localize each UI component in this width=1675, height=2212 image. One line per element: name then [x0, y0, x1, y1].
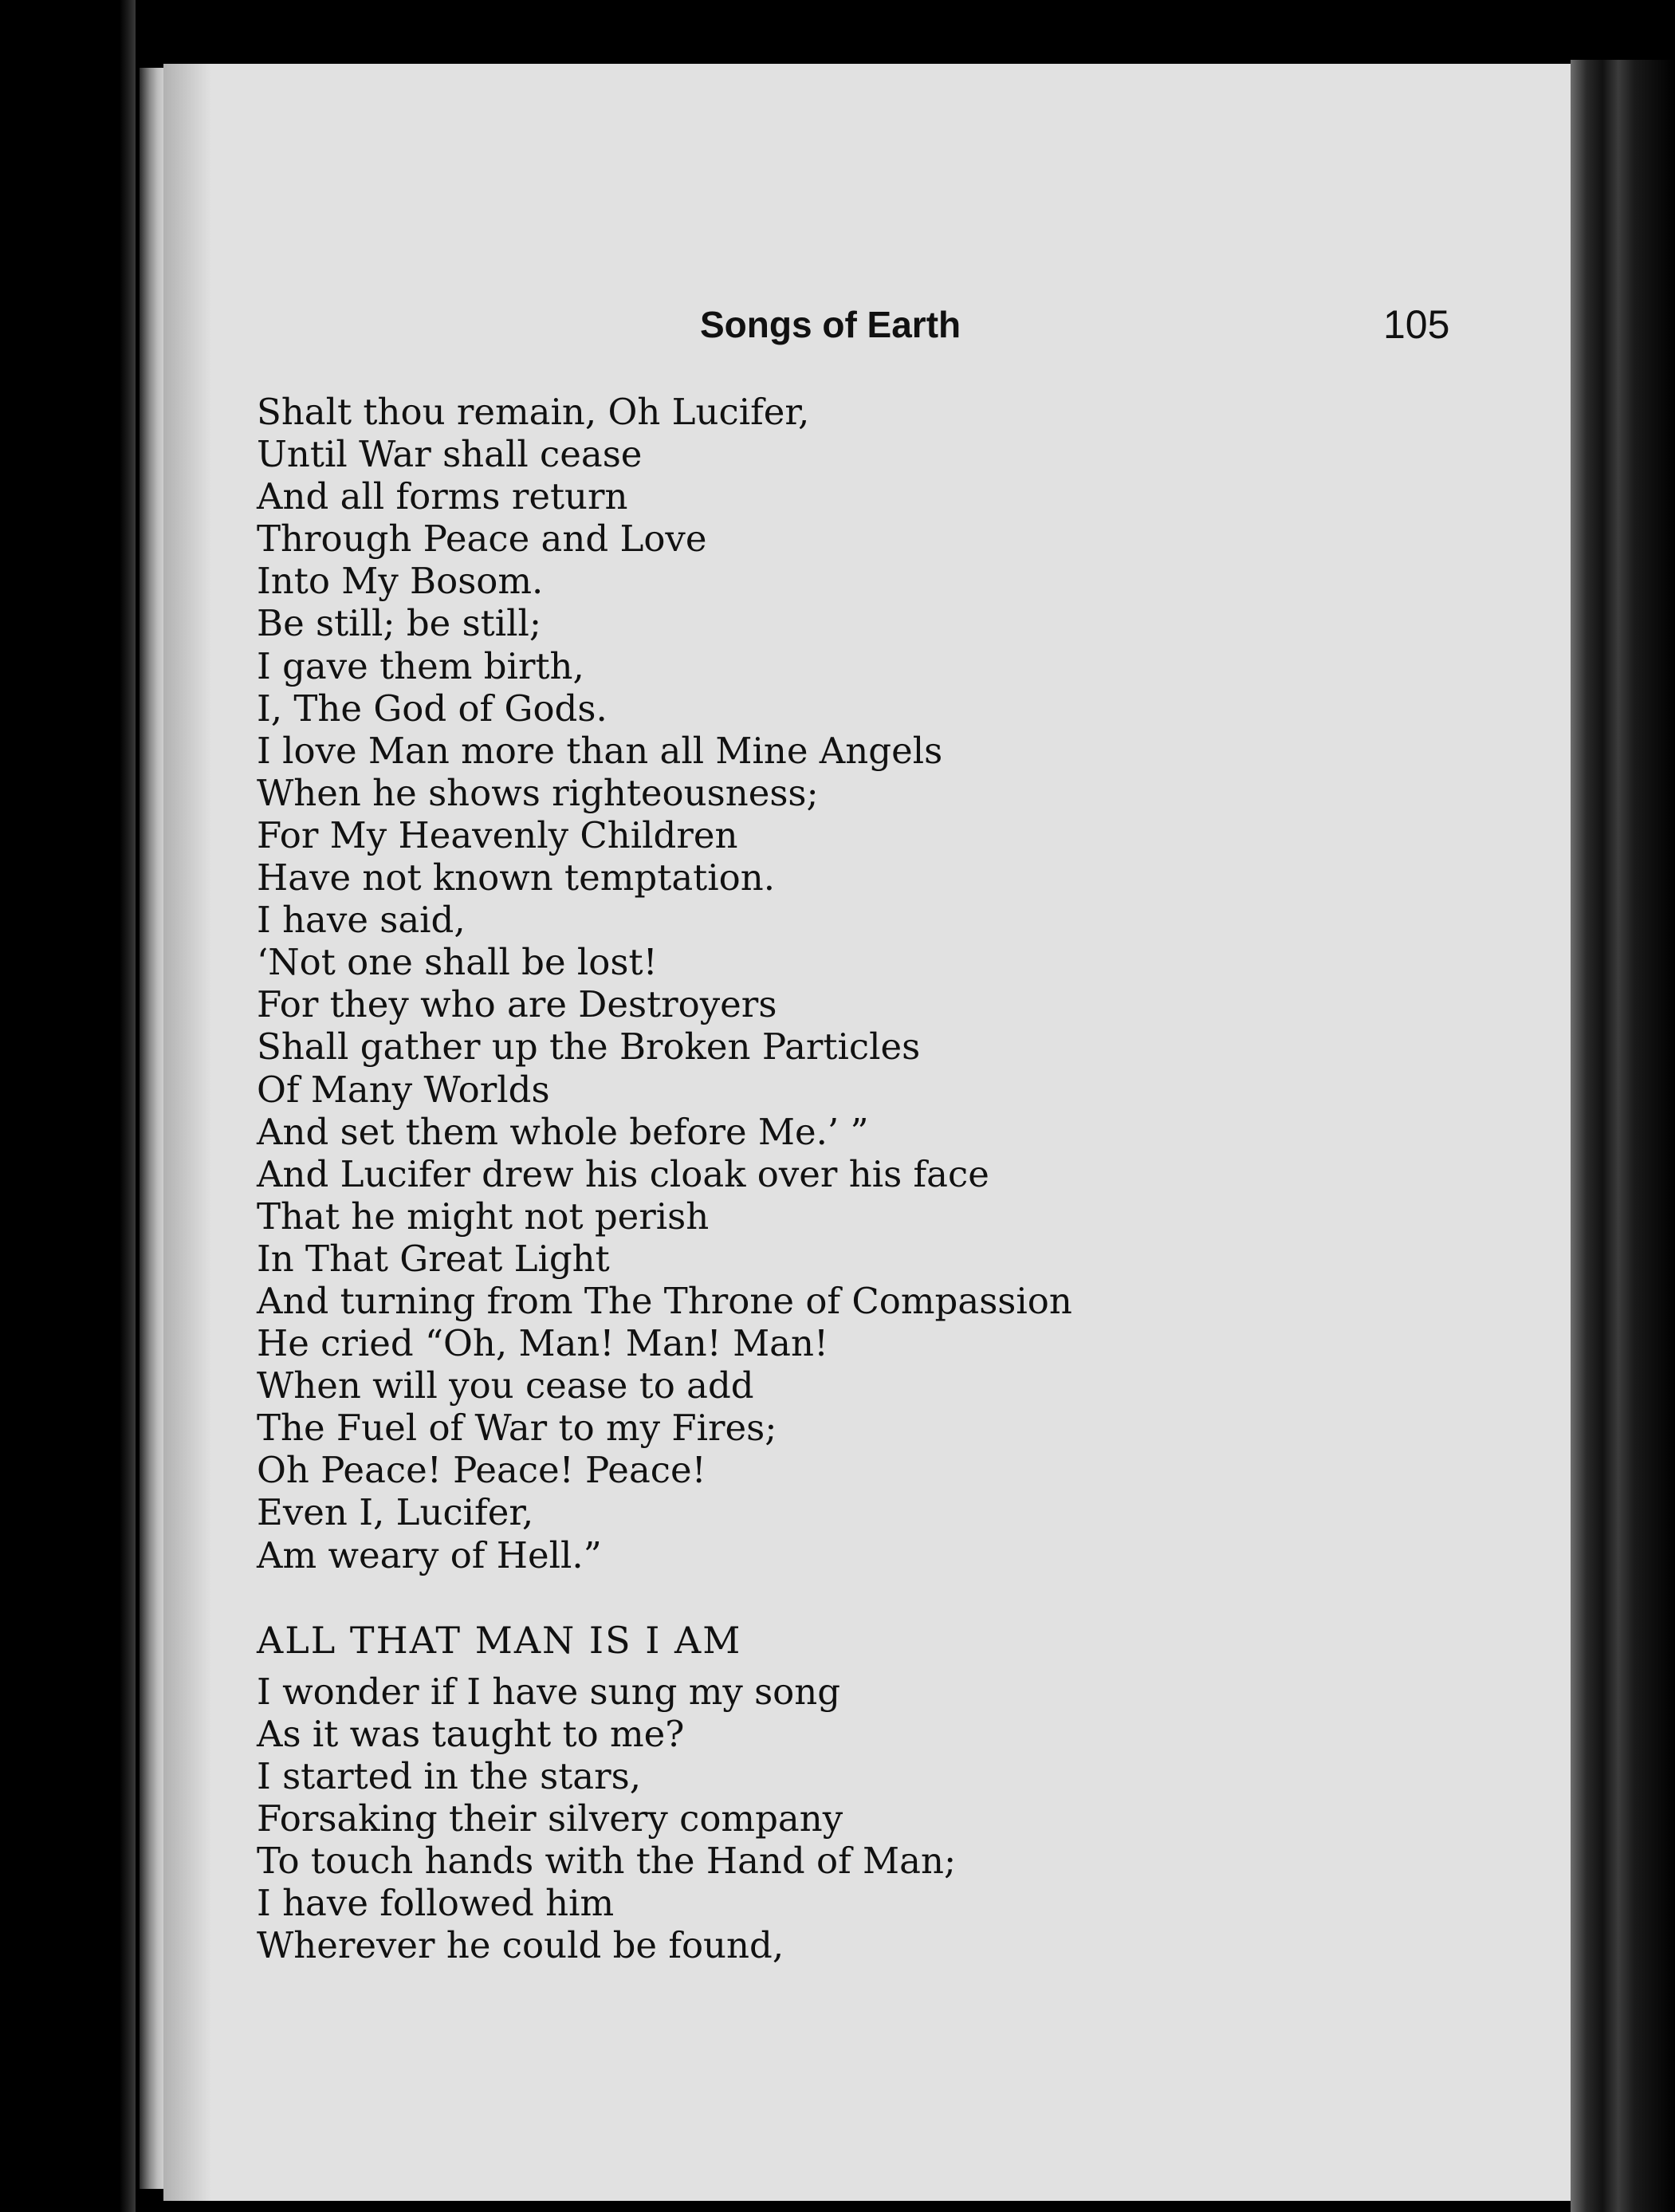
poem-continued — [257, 391, 1453, 1576]
verse-line: I wonder if I have sung my song — [257, 1670, 841, 1713]
verse-line: I have followed him — [257, 1882, 615, 1925]
verse-line: Forsaking their silvery company — [257, 1797, 843, 1840]
verse-line: And turning from The Throne of Compassion — [257, 1279, 1072, 1322]
verse-line: Wherever he could be found, — [257, 1924, 784, 1967]
verse-line: I started in the stars, — [257, 1754, 642, 1797]
verse-line: ‘Not one shall be lost! — [257, 941, 658, 984]
verse-line: Be still; be still; — [257, 602, 542, 645]
verse-line: I love Man more than all Mine Angels — [257, 729, 943, 772]
verse-line: Am weary of Hell.” — [257, 1533, 602, 1576]
poem-title: ALL THAT MAN IS I AM — [257, 1618, 742, 1662]
verse-line: The Fuel of War to my Fires; — [257, 1407, 777, 1450]
page-header — [163, 297, 1571, 352]
verse-line: Into My Bosom. — [257, 560, 544, 603]
verse-line: He cried “Oh, Man! Man! Man! — [257, 1322, 829, 1365]
verse-line: Shalt thou remain, Oh Lucifer, — [257, 391, 810, 433]
verse-line: Through Peace and Love — [257, 518, 707, 561]
verse-line: For My Heavenly Children — [257, 813, 738, 856]
verse-line: And all forms return — [257, 475, 628, 518]
next-poem — [257, 1671, 1453, 1967]
verse-line: To touch hands with the Hand of Man; — [257, 1840, 957, 1882]
verse-line: I gave them birth, — [257, 644, 584, 687]
verse-line: And Lucifer drew his cloak over his face — [257, 1152, 989, 1195]
verse-line: As it was taught to me? — [257, 1712, 685, 1755]
running-title: Songs of Earth — [700, 304, 961, 345]
verse-line: Have not known temptation. — [257, 856, 775, 899]
verse-line: When he shows righteousness; — [257, 771, 819, 814]
verse-line: Even I, Lucifer, — [257, 1491, 534, 1534]
page-edges-right — [1571, 60, 1675, 2212]
verse-line: For they who are Destroyers — [257, 983, 777, 1026]
verse-line: In That Great Light — [257, 1237, 610, 1280]
verse-line: Shall gather up the Broken Particles — [257, 1025, 921, 1069]
left-page-edge — [0, 0, 136, 2212]
verse-line: Of Many Worlds — [257, 1068, 550, 1111]
verse-line: And set them whole before Me.’ ” — [257, 1110, 869, 1153]
gutter-shadow — [163, 64, 211, 2201]
page-number: 105 — [1383, 302, 1450, 347]
book-spine — [140, 68, 165, 2189]
verse-line: I have said, — [257, 899, 466, 942]
verse-line: Oh Peace! Peace! Peace! — [257, 1449, 706, 1492]
verse-line: I, The God of Gods. — [257, 687, 607, 730]
verse-line: Until War shall cease — [257, 433, 643, 476]
page-text — [257, 391, 1453, 1966]
verse-line: That he might not perish — [257, 1195, 710, 1238]
verse-line: When will you cease to add — [257, 1364, 754, 1407]
